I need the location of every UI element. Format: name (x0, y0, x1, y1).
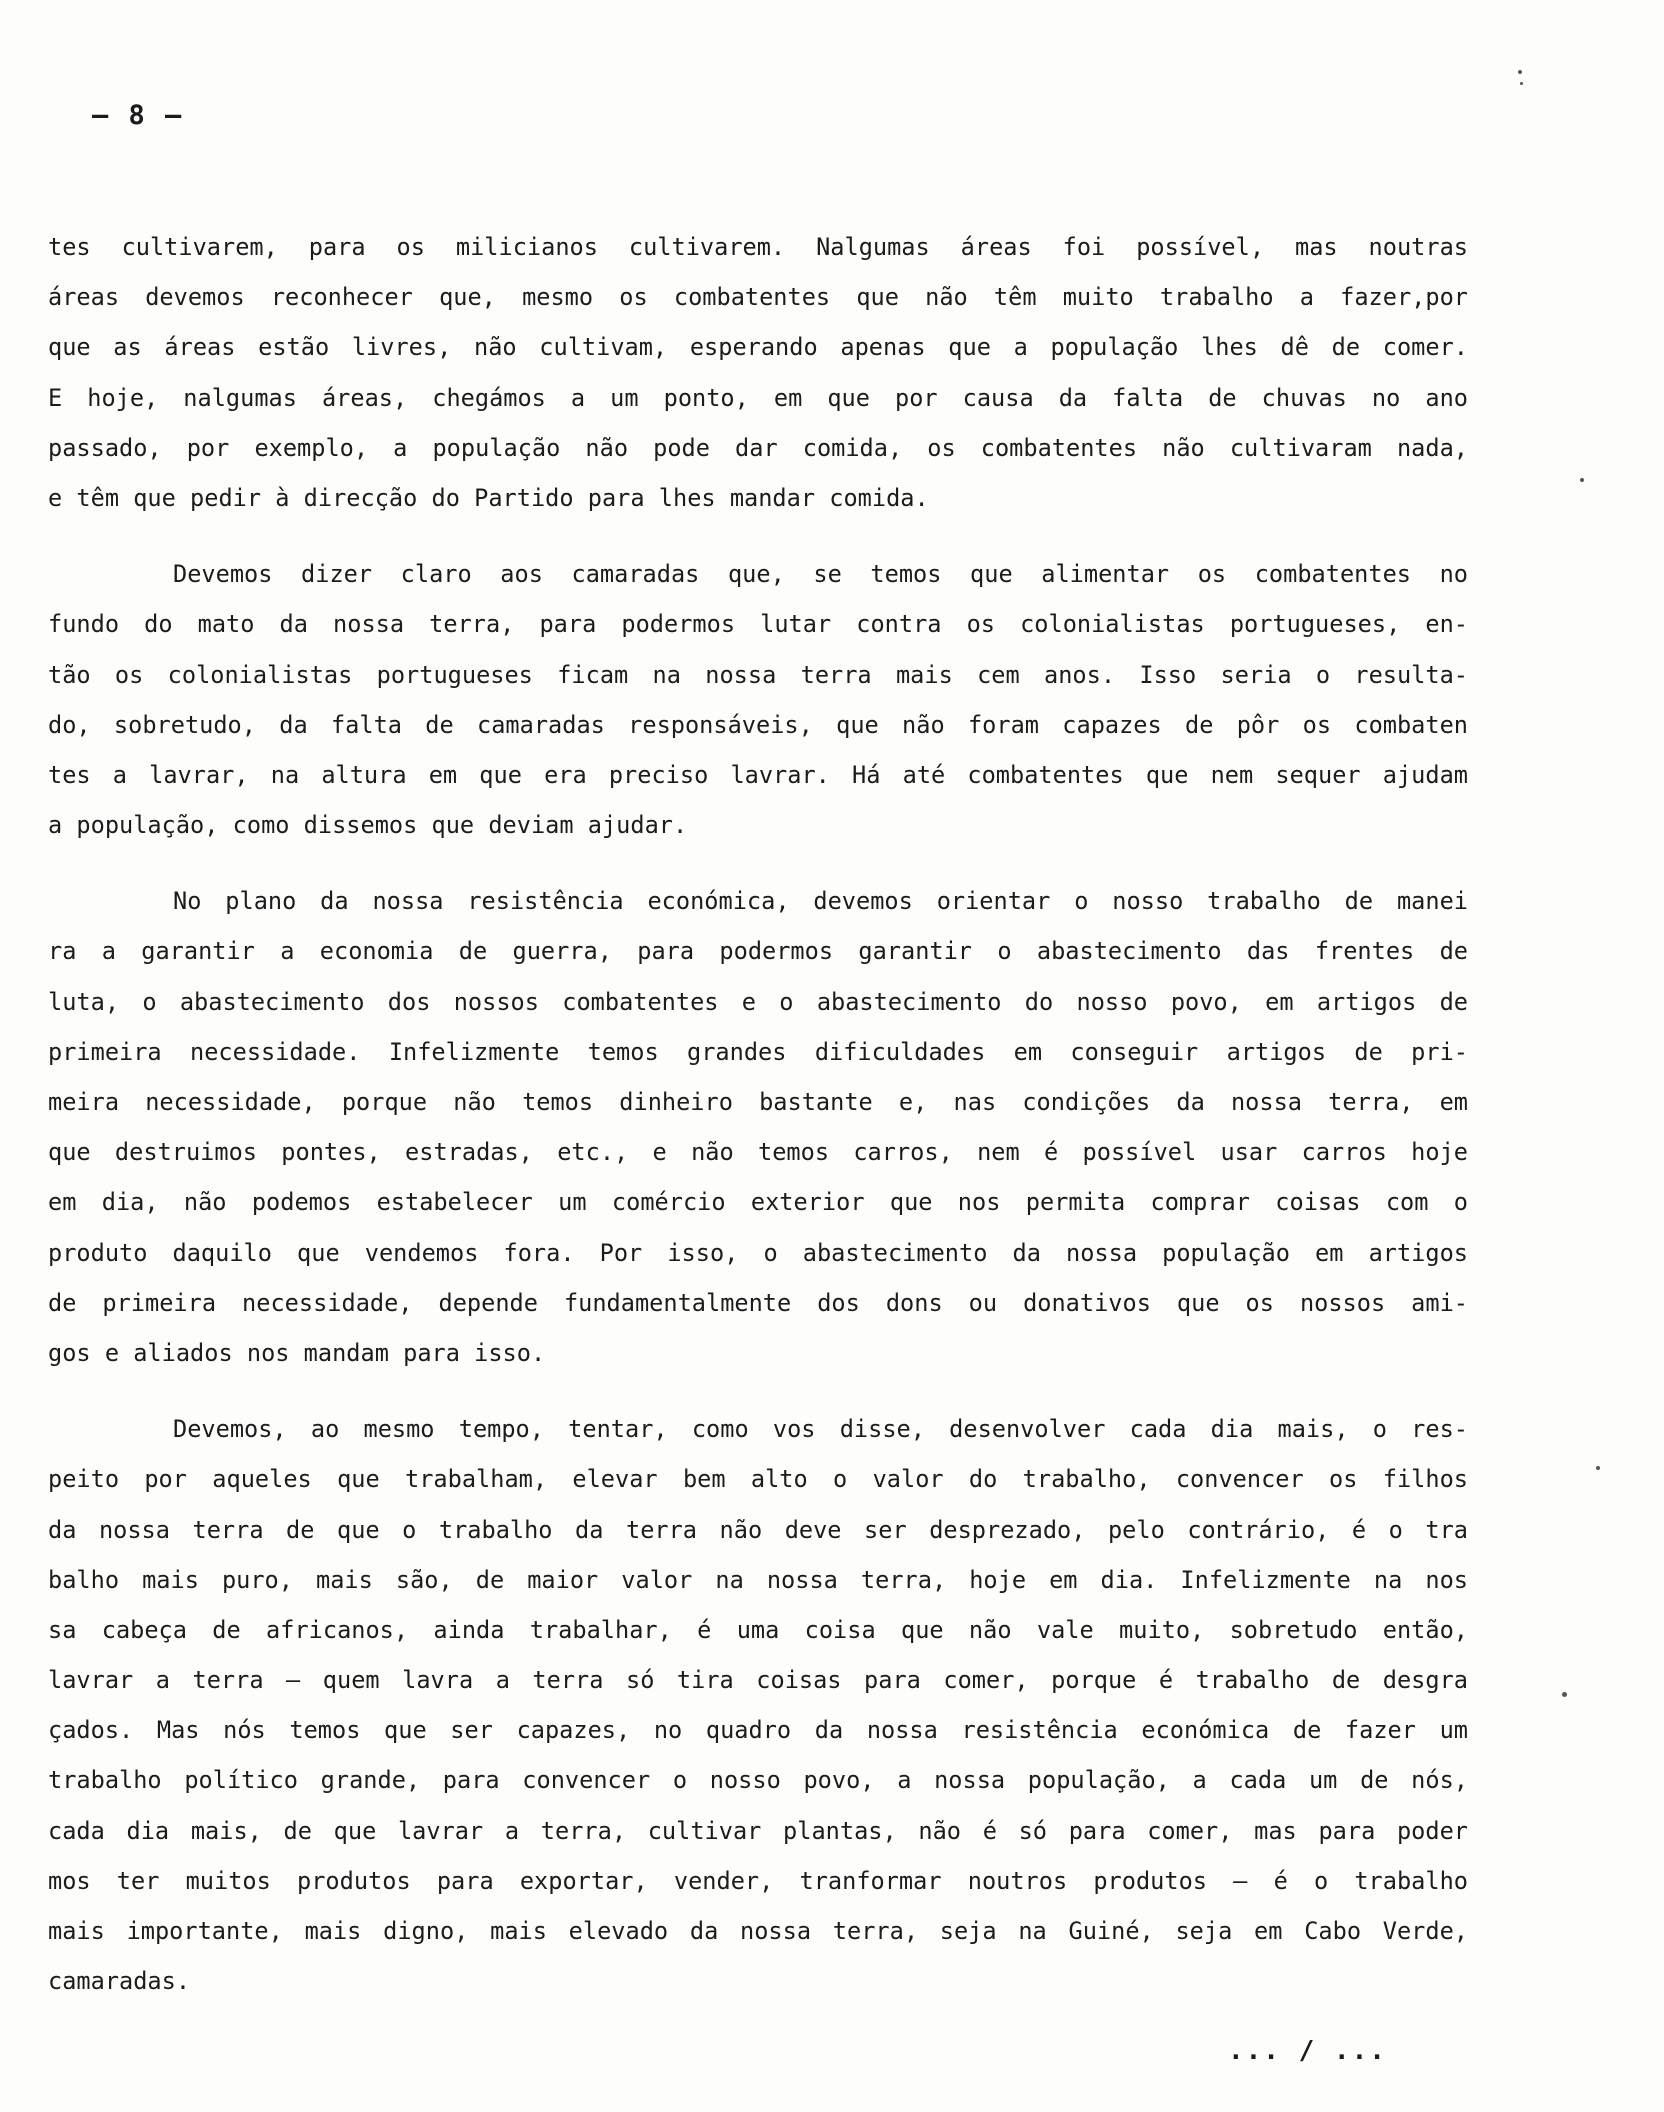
text-line: produto daquilo que vendemos fora. Por isso, o abastecimento da nossa população em artigos (48, 1238, 1468, 1267)
text-line: lavrar a terra – quem lavra a terra só tira coisas para comer, porque é trabalho de desgra (48, 1666, 1468, 1695)
body-text (48, 222, 1468, 2032)
scan-speck (1596, 1466, 1600, 1470)
text-line: tes cultivarem, para os milicianos cultivarem. Nalgumas áreas foi possível, mas noutras (48, 233, 1468, 261)
text-line: sa cabeça de africanos, ainda trabalhar, é uma coisa que não vale muito, sobretudo então, (48, 1615, 1468, 1644)
text-line: mos ter muitos produtos para exportar, vender, tranformar noutros produtos – é o trabalho (48, 1866, 1468, 1895)
scan-speck (1580, 478, 1584, 482)
text-line: que as áreas estão livres, não cultivam, esperando apenas que a população lhes dê de comer. (48, 333, 1468, 362)
page-number: – 8 – (92, 100, 184, 131)
paragraph-3 (48, 876, 1468, 1378)
text-line: ra a garantir a economia de guerra, para podermos garantir o abastecimento das frentes de (48, 937, 1468, 966)
text-line: camaradas. (48, 1967, 191, 1996)
text-line: peito por aqueles que trabalham, elevar bem alto o valor do trabalho, convencer os filhos (48, 1465, 1468, 1494)
text-line: Devemos, ao mesmo tempo, tentar, como vos disse, desenvolver cada dia mais, o res- (173, 1415, 1468, 1444)
text-line: tes a lavrar, na altura em que era preciso lavrar. Há até combatentes que nem sequer ajudam (48, 760, 1468, 789)
text-line: cada dia mais, de que lavrar a terra, cultivar plantas, não é só para comer, mas para poder (48, 1816, 1468, 1845)
text-line: mais importante, mais digno, mais elevado da nossa terra, seja na Guiné, seja em Cabo Verde, (48, 1917, 1468, 1945)
text-line: gos e aliados nos mandam para isso. (48, 1338, 546, 1367)
text-line: da nossa terra de que o trabalho da terra não deve ser desprezado, pelo contrário, é o tra (48, 1515, 1468, 1544)
text-line: primeira necessidade. Infelizmente temos grandes dificuldades em conseguir artigos de pri- (48, 1037, 1468, 1066)
paragraph-4 (48, 1404, 1468, 2006)
text-line: a população, como dissemos que deviam ajudar. (48, 811, 688, 840)
text-line: balho mais puro, mais são, de maior valor na nossa terra, hoje em dia. Infelizmente na nos (48, 1565, 1468, 1594)
text-line: de primeira necessidade, depende fundamentalmente dos dons ou donativos que os nossos ami- (48, 1288, 1468, 1317)
text-line: do, sobretudo, da falta de camaradas responsáveis, que não foram capazes de pôr os combaten (48, 710, 1468, 739)
continuation-mark: ... / ... (1228, 2036, 1387, 2066)
text-line: luta, o abastecimento dos nossos combatentes e o abastecimento do nosso povo, em artigos de (48, 987, 1468, 1016)
text-line: No plano da nossa resistência económica, devemos orientar o nosso trabalho de manei (173, 887, 1468, 916)
text-line: que destruimos pontes, estradas, etc., e não temos carros, nem é possível usar carros hoje (48, 1138, 1468, 1167)
text-line: e têm que pedir à direcção do Partido para lhes mandar comida. (48, 483, 929, 512)
scan-speck (1520, 82, 1523, 85)
text-line: Devemos dizer claro aos camaradas que, se temos que alimentar os combatentes no (173, 560, 1468, 589)
text-line: áreas devemos reconhecer que, mesmo os combatentes que não têm muito trabalho a fazer,por (48, 283, 1468, 312)
text-line: E hoje, nalgumas áreas, chegámos a um ponto, em que por causa da falta de chuvas no ano (48, 383, 1468, 412)
text-line: passado, por exemplo, a população não pode dar comida, os combatentes não cultivaram nada, (48, 433, 1468, 462)
text-line: em dia, não podemos estabelecer um comércio exterior que nos permita comprar coisas com o (48, 1188, 1468, 1217)
paragraph-1 (48, 222, 1468, 523)
text-line: fundo do mato da nossa terra, para podermos lutar contra os colonialistas portugueses, en- (48, 610, 1468, 639)
text-line: meira necessidade, porque não temos dinheiro bastante e, nas condições da nossa terra, em (48, 1088, 1468, 1116)
text-line: trabalho político grande, para convencer o nosso povo, a nossa população, a cada um de nós, (48, 1766, 1468, 1795)
text-line: çados. Mas nós temos que ser capazes, no quadro da nossa resistência económica de fazer um (48, 1716, 1468, 1745)
text-line: tão os colonialistas portugueses ficam na nossa terra mais cem anos. Isso seria o resulta- (48, 660, 1468, 689)
paragraph-2 (48, 549, 1468, 850)
scan-speck (1562, 1692, 1567, 1697)
scan-speck (1518, 70, 1522, 74)
